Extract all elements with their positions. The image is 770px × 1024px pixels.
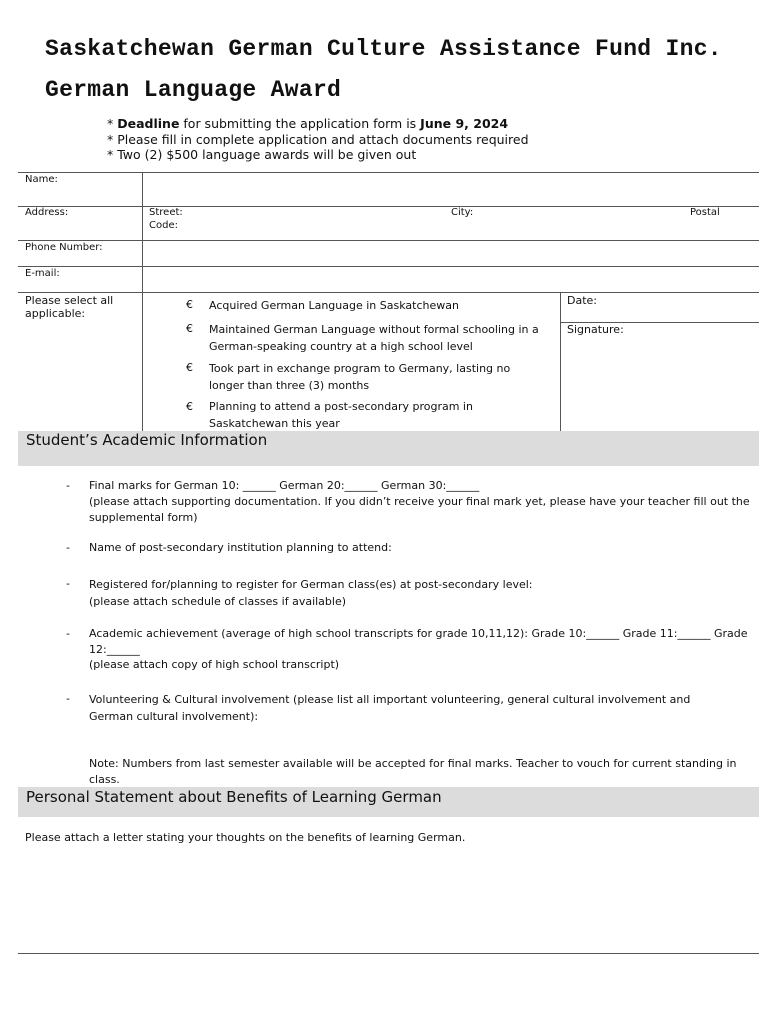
signature-field[interactable] (561, 338, 758, 430)
option-checkbox-2[interactable]: € (186, 322, 193, 335)
volunteering-text: Volunteering & Cultural involvement (please list all important volunteering, general cultural involvement and German cultural involvement): (89, 693, 691, 723)
post-secondary-item (89, 540, 754, 556)
date-field[interactable] (600, 293, 758, 321)
item-dash-4: - (66, 627, 70, 640)
city-label: City: (451, 207, 474, 218)
item-dash-2: - (66, 541, 70, 554)
phone-label: Phone Number: (25, 242, 103, 253)
deadline-note (107, 116, 529, 132)
option-label-4: Planning to attend a post-secondary program in Saskatchewan this year (209, 400, 473, 430)
attach-note: * Please fill in complete application and attach documents required (107, 131, 529, 147)
select-label: Please select all applicable: (25, 294, 114, 320)
postal-code-label: Code: (149, 220, 178, 231)
street-label: Street: (149, 207, 183, 218)
volunteering-item (89, 691, 719, 725)
german-classes-item (89, 576, 754, 610)
address-label: Address: (25, 207, 69, 218)
label-column-divider (142, 172, 143, 431)
academic-achievement-text: Academic achievement (average of high school transcripts for grade 10,11,12): Grade 10:______ Grade 11:______ Grade 12:______ (89, 627, 748, 656)
final-marks-note: (please attach supporting documentation. If you didn’t receive your final mark yet, please have your teacher fill out the supplemental form) (89, 495, 750, 524)
academic-achievement-note: (please attach copy of high school transcript) (89, 658, 340, 671)
post-secondary-text: Name of post-secondary institution planning to attend: (89, 541, 392, 554)
name-label: Name: (25, 174, 58, 185)
option-label-1: Acquired German Language in Saskatchewan (209, 299, 459, 312)
street-field[interactable] (185, 207, 445, 239)
city-field[interactable] (478, 207, 683, 239)
german-classes-text: Registered for/planning to register for German class(es) at post-secondary level: (89, 578, 533, 591)
marks-note: Note: Numbers from last semester available will be accepted for final marks. Teacher to vouch for current standing in class. (89, 757, 737, 786)
deadline-text: for submitting the application form is (179, 116, 421, 131)
email-label: E-mail: (25, 268, 60, 279)
name-field[interactable] (143, 173, 759, 206)
academic-achievement-item (89, 626, 754, 673)
postal-label: Postal (690, 207, 720, 218)
final-marks-text: Final marks for German 10: ______ German 20:______ German 30:______ (89, 479, 480, 492)
statement-text: Please attach a letter stating your thoughts on the benefits of learning German. (25, 831, 466, 844)
deadline-date: June 9, 2024 (420, 116, 509, 131)
page-subtitle: German Language Award (45, 77, 342, 103)
item-dash-3: - (66, 577, 70, 590)
option-checkbox-3[interactable]: € (186, 361, 193, 374)
deadline-star: * (107, 116, 118, 131)
item-dash-5: - (66, 692, 70, 705)
option-checkbox-4[interactable]: € (186, 400, 193, 413)
option-label-3: Took part in exchange program to Germany, lasting no longer than three (3) months (209, 362, 511, 392)
instructions (107, 116, 529, 163)
date-label: Date: (567, 294, 597, 307)
option-label-2: Maintained German Language without formal schooling in a German-speaking country at a high school level (209, 323, 539, 353)
item-dash-1: - (66, 479, 70, 492)
awards-note: * Two (2) $500 language awards will be given out (107, 147, 417, 162)
final-marks-item (89, 478, 754, 526)
deadline-label: Deadline (117, 116, 180, 131)
option-checkbox-1[interactable]: € (186, 298, 193, 311)
page-title: Saskatchewan German Culture Assistance Fund Inc. (45, 36, 722, 62)
email-field[interactable] (143, 267, 759, 292)
statement-heading: Personal Statement about Benefits of Learning German (26, 788, 442, 806)
phone-field[interactable] (143, 241, 759, 266)
academic-section-header (18, 431, 759, 466)
german-classes-note: (please attach schedule of classes if available) (89, 595, 347, 608)
statement-section-header (18, 787, 759, 817)
signature-label: Signature: (567, 323, 624, 336)
academic-heading: Student’s Academic Information (26, 431, 268, 449)
page-bottom-rule (18, 953, 759, 954)
